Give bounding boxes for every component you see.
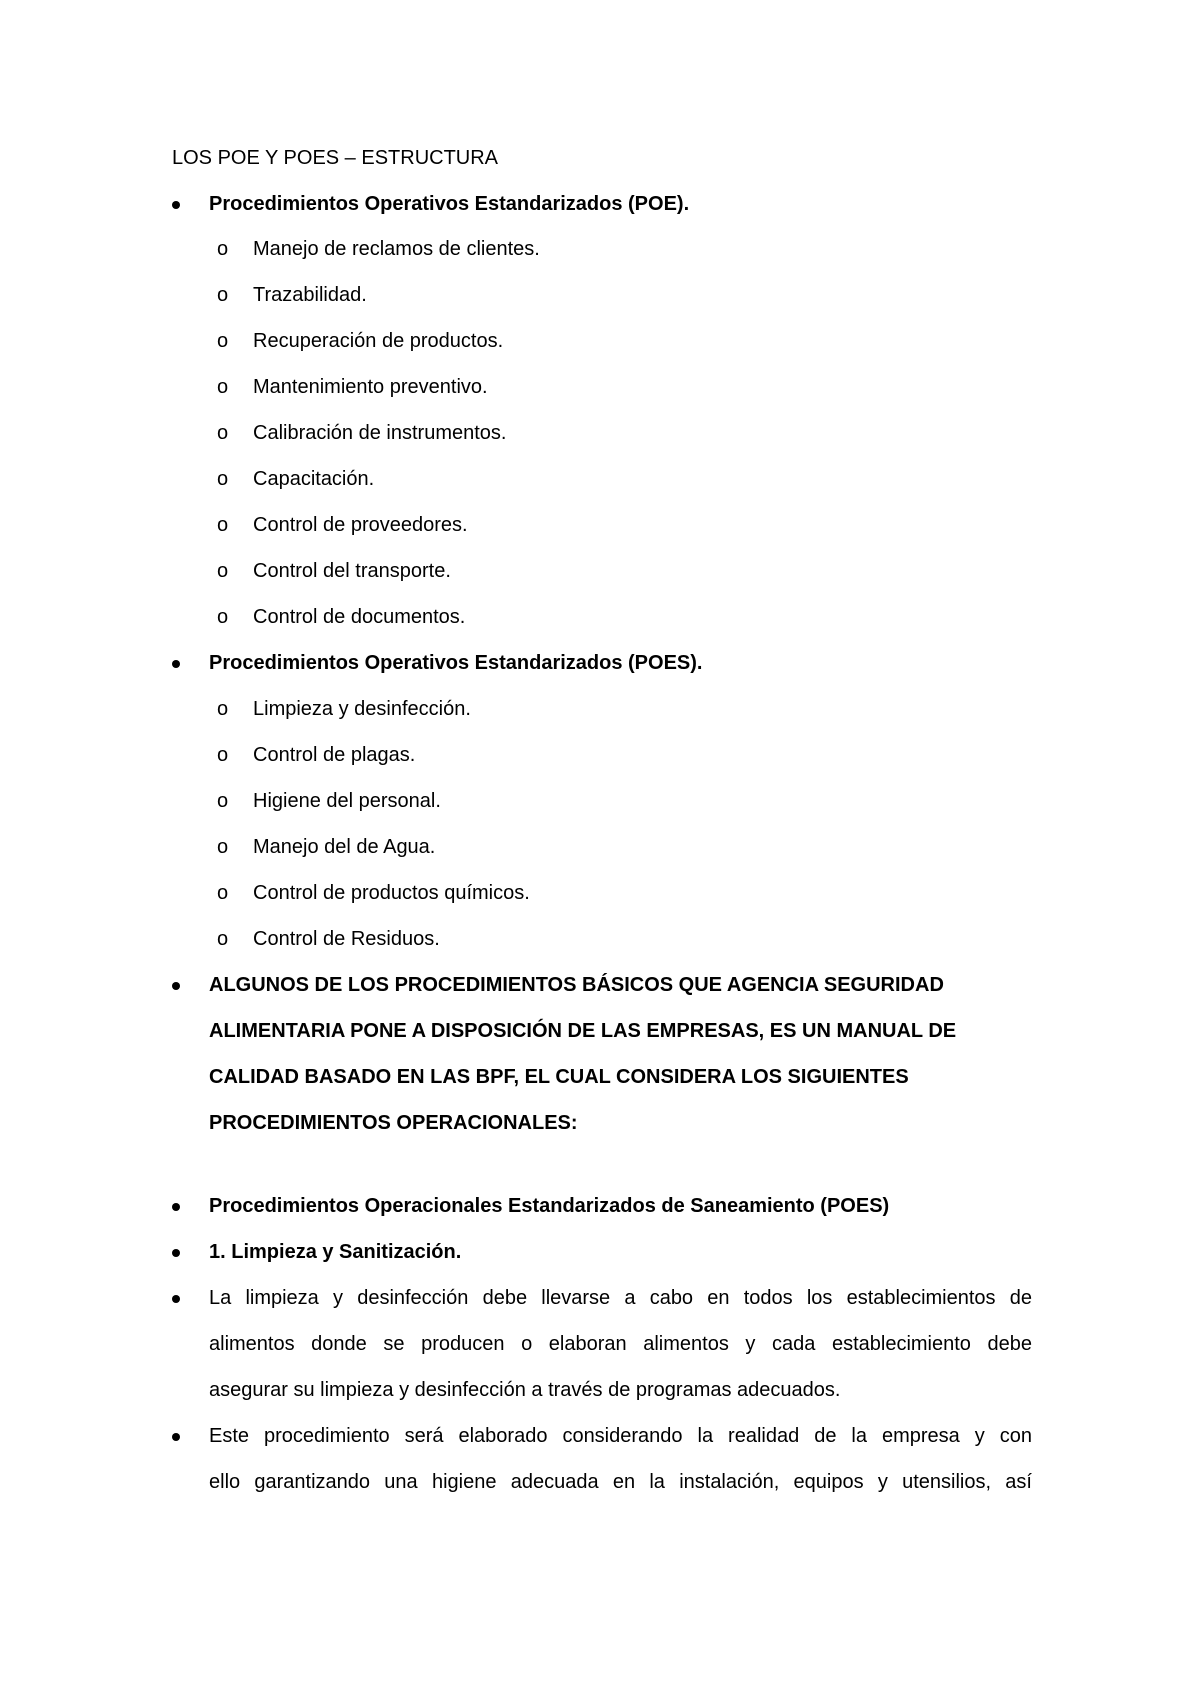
paragraph-line: ello garantizando una higiene adecuada en la instalación, equipos y utensilios, así bbox=[209, 1471, 1032, 1493]
circle-bullet-icon: o bbox=[217, 238, 229, 260]
circle-bullet-icon: o bbox=[217, 744, 229, 766]
circle-bullet-icon: o bbox=[217, 698, 229, 720]
body-paragraph bbox=[209, 1275, 1032, 1413]
list-item-text: Control de plagas. bbox=[253, 744, 416, 766]
bullet-icon bbox=[172, 1249, 180, 1257]
circle-bullet-icon: o bbox=[217, 928, 229, 950]
paragraph-line: La limpieza y desinfección debe llevarse a cabo en todos los establecimientos de bbox=[209, 1287, 1032, 1309]
circle-bullet-icon: o bbox=[217, 560, 229, 582]
circle-bullet-icon: o bbox=[217, 790, 229, 812]
paragraph-line: alimentos donde se producen o elaboran alimentos y cada establecimiento debe bbox=[209, 1333, 1032, 1355]
list-item-text: Control de documentos. bbox=[253, 606, 466, 628]
paragraph-line: asegurar su limpieza y desinfección a través de programas adecuados. bbox=[209, 1379, 841, 1401]
circle-bullet-icon: o bbox=[217, 468, 229, 490]
list-item-text: Manejo de reclamos de clientes. bbox=[253, 238, 540, 260]
list-item-text: Trazabilidad. bbox=[253, 284, 367, 306]
circle-bullet-icon: o bbox=[217, 836, 229, 858]
document-title: LOS POE Y POES – ESTRUCTURA bbox=[172, 147, 499, 169]
circle-bullet-icon: o bbox=[217, 882, 229, 904]
bullet-icon bbox=[172, 201, 180, 209]
circle-bullet-icon: o bbox=[217, 422, 229, 444]
paragraph-line: ALIMENTARIA PONE A DISPOSICIÓN DE LAS EMPRESAS, ES UN MANUAL DE bbox=[209, 1020, 957, 1042]
circle-bullet-icon: o bbox=[217, 284, 229, 306]
circle-bullet-icon: o bbox=[217, 330, 229, 352]
bullet-icon bbox=[172, 982, 180, 990]
circle-bullet-icon: o bbox=[217, 376, 229, 398]
bullet-icon bbox=[172, 1295, 180, 1303]
paragraph-line: ALGUNOS DE LOS PROCEDIMIENTOS BÁSICOS QUE AGENCIA SEGURIDAD bbox=[209, 974, 944, 996]
list-item-text: Limpieza y desinfección. bbox=[253, 698, 471, 720]
caps-paragraph bbox=[209, 962, 1032, 1146]
list-item-text: Capacitación. bbox=[253, 468, 375, 490]
list-item-text: Mantenimiento preventivo. bbox=[253, 376, 488, 398]
section-heading: Procedimientos Operativos Estandarizados (POE). bbox=[209, 193, 690, 215]
subsection-heading: Procedimientos Operacionales Estandarizados de Saneamiento (POES) bbox=[209, 1195, 890, 1217]
paragraph-line: PROCEDIMIENTOS OPERACIONALES: bbox=[209, 1112, 578, 1134]
circle-bullet-icon: o bbox=[217, 514, 229, 536]
list-item-text: Control del transporte. bbox=[253, 560, 451, 582]
list-item-text: Control de proveedores. bbox=[253, 514, 468, 536]
bullet-icon bbox=[172, 660, 180, 668]
circle-bullet-icon: o bbox=[217, 606, 229, 628]
list-item-text: Calibración de instrumentos. bbox=[253, 422, 507, 444]
section-heading: Procedimientos Operativos Estandarizados (POES). bbox=[209, 652, 703, 674]
list-item-text: Manejo del de Agua. bbox=[253, 836, 436, 858]
list-item-text: Higiene del personal. bbox=[253, 790, 441, 812]
step-heading: 1. Limpieza y Sanitización. bbox=[209, 1241, 462, 1263]
bullet-icon bbox=[172, 1433, 180, 1441]
paragraph-line: Este procedimiento será elaborado considerando la realidad de la empresa y con bbox=[209, 1425, 1032, 1447]
list-item-text: Recuperación de productos. bbox=[253, 330, 504, 352]
list-item-text: Control de productos químicos. bbox=[253, 882, 530, 904]
list-item-text: Control de Residuos. bbox=[253, 928, 440, 950]
bullet-icon bbox=[172, 1203, 180, 1211]
body-paragraph bbox=[209, 1413, 1032, 1505]
paragraph-line: CALIDAD BASADO EN LAS BPF, EL CUAL CONSIDERA LOS SIGUIENTES bbox=[209, 1066, 909, 1088]
